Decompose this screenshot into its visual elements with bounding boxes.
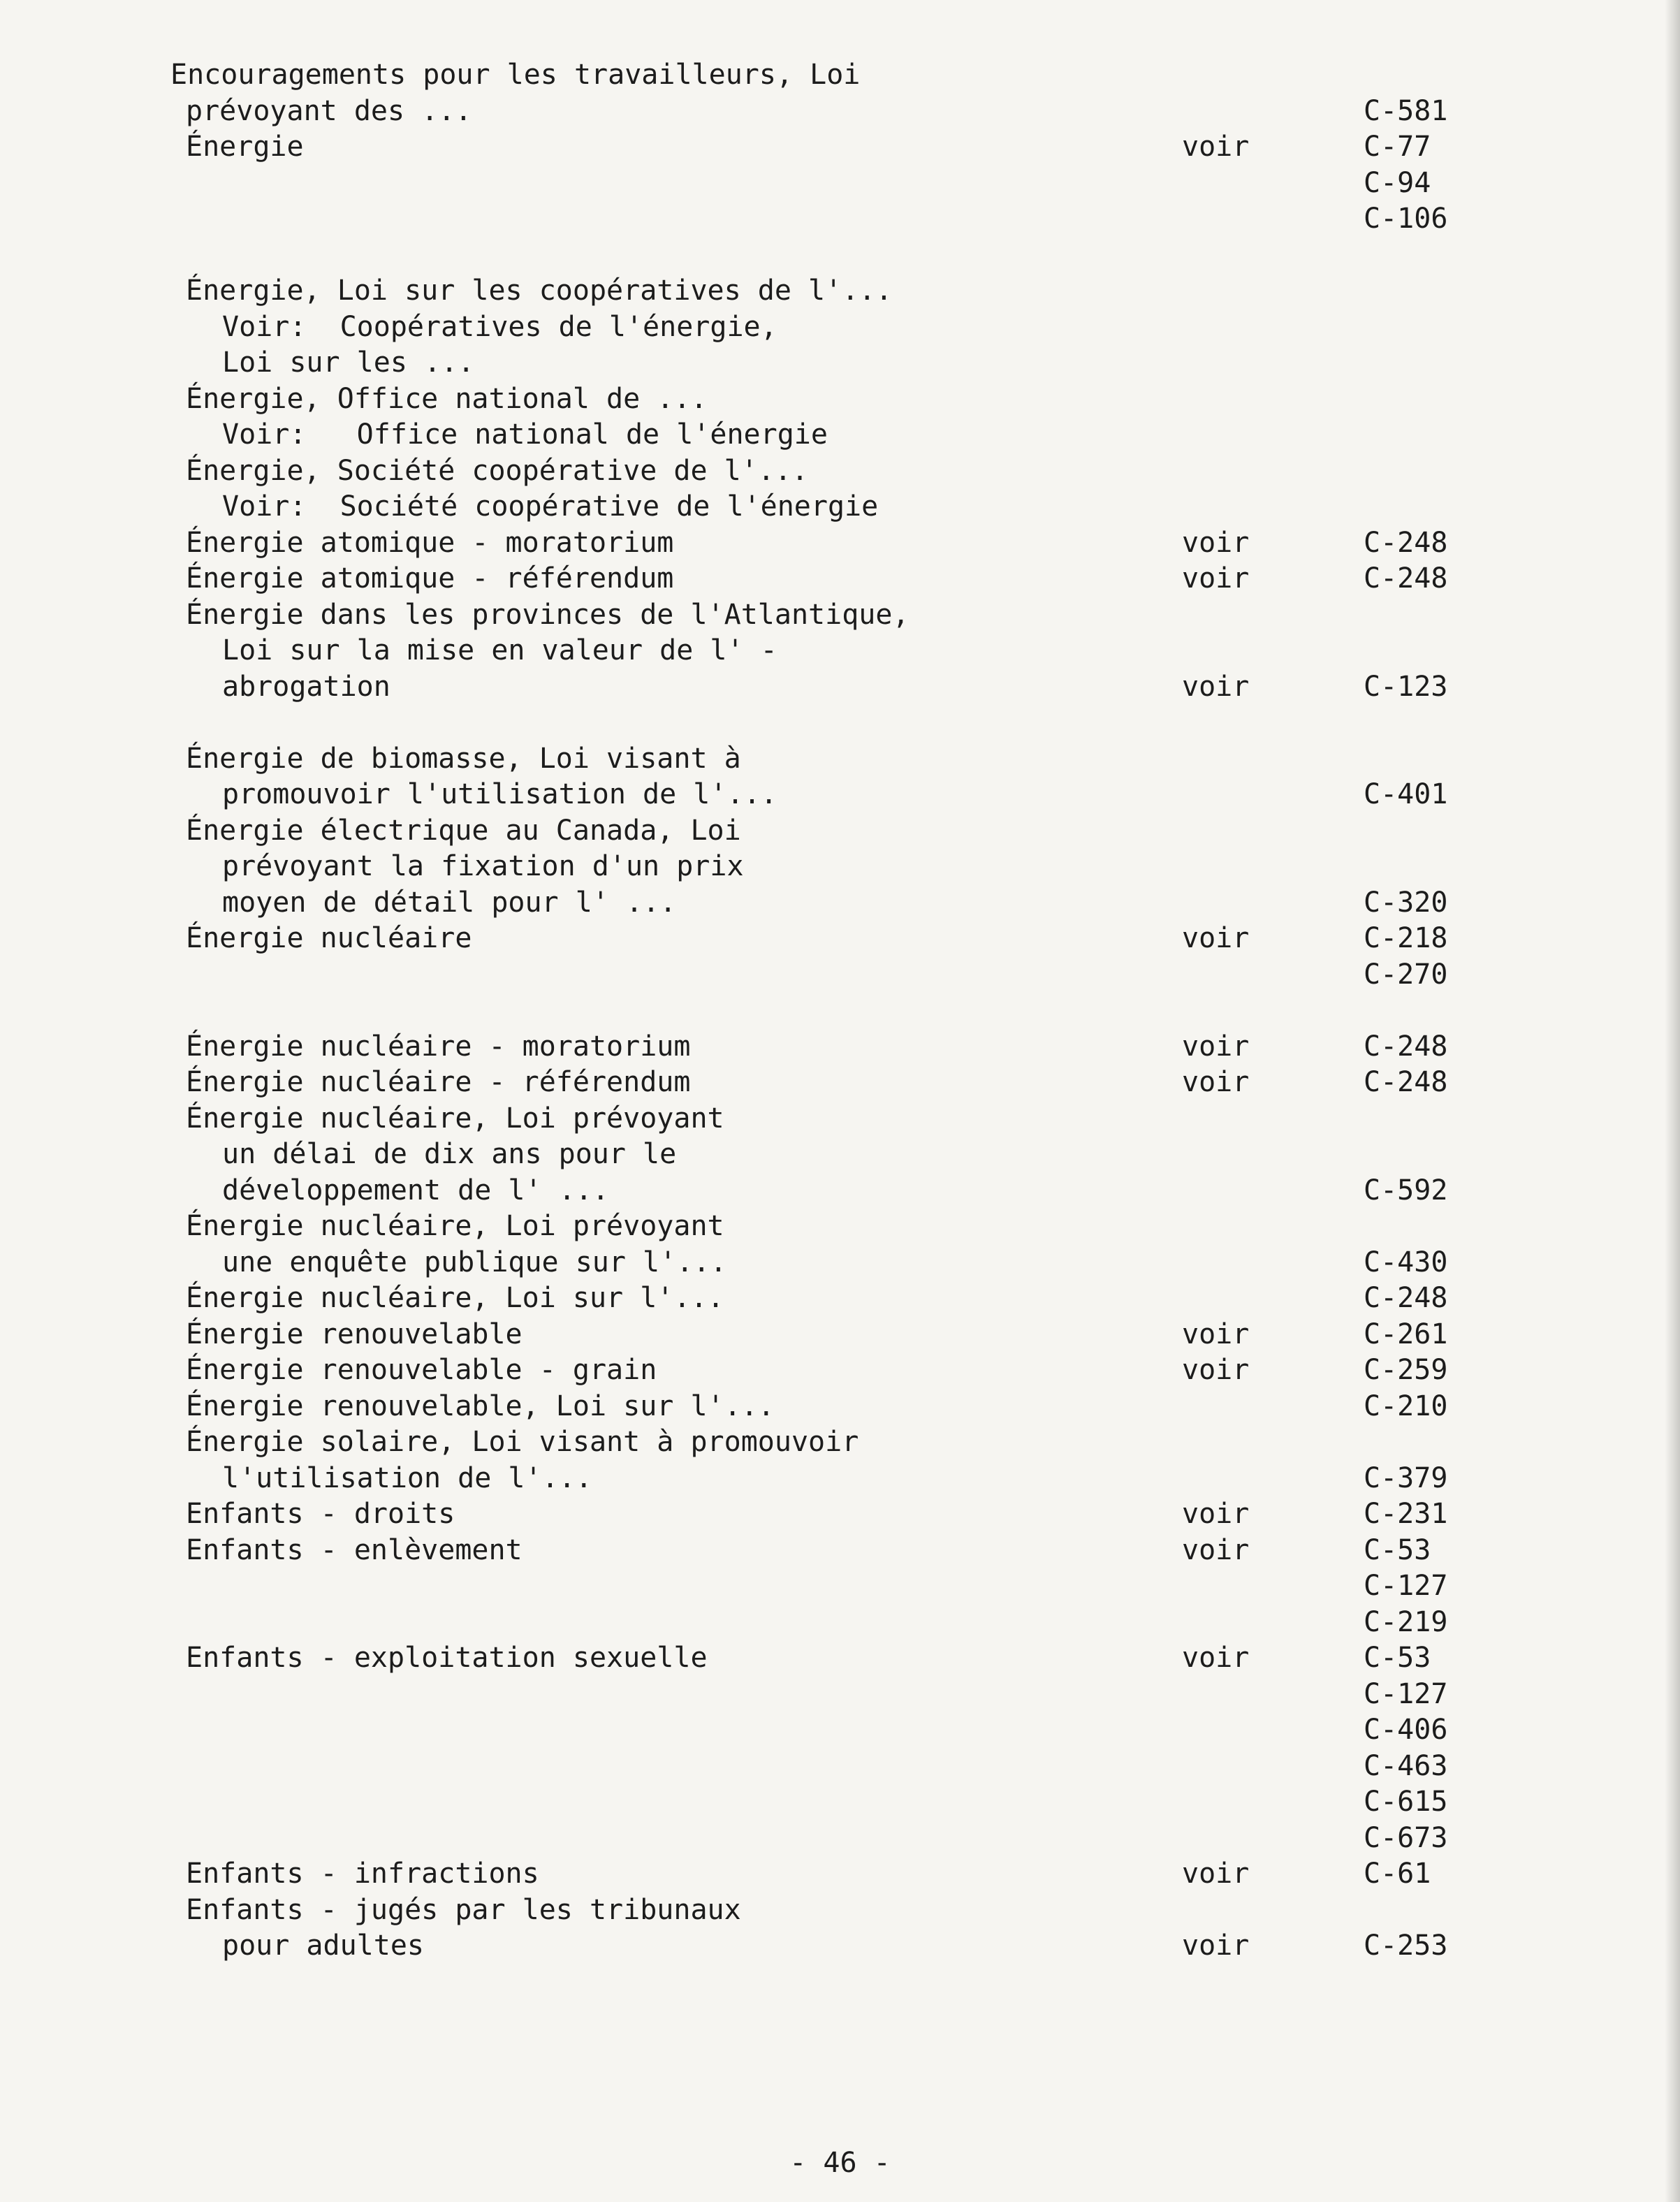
entry-term-continuation: un délai de dix ans pour le [222, 1138, 677, 1170]
entry-line [0, 1101, 1680, 1137]
entry-term-continuation: une enquête publique sur l'... [222, 1246, 727, 1278]
entry-line [0, 57, 1680, 94]
entry-term: Énergie électrique au Canada, Loi [186, 814, 741, 847]
entry-term: Énergie nucléaire, Loi prévoyant [186, 1102, 724, 1135]
entry-line [0, 741, 1680, 778]
entry-term: Enfants - droits [186, 1498, 455, 1530]
entry-term: Enfants - exploitation sexuelle [186, 1642, 708, 1674]
index-entry [0, 1352, 1680, 1389]
bill-reference: C-270 [1364, 958, 1448, 991]
entry-line [0, 1065, 1680, 1101]
bill-reference: C-253 [1364, 1930, 1448, 1962]
voir-label: voir [1182, 1066, 1250, 1098]
entry-term: Énergie, Loi sur les coopératives de l'... [186, 275, 893, 307]
entry-line [0, 669, 1680, 706]
entry-line [0, 957, 1680, 993]
index-entry [0, 597, 1680, 706]
voir-label: voir [1182, 1498, 1250, 1530]
index-entry [0, 561, 1680, 597]
entry-term: Enfants - enlèvement [186, 1533, 523, 1566]
entry-term: Énergie renouvelable [186, 1318, 523, 1350]
index-entry [0, 1029, 1680, 1065]
entry-line [0, 1568, 1680, 1605]
bill-reference: C-248 [1364, 1282, 1448, 1314]
bill-reference: C-53 [1364, 1642, 1431, 1674]
entry-line [0, 1821, 1680, 1857]
voir-label: voir [1182, 1354, 1250, 1386]
entry-line [0, 273, 1680, 309]
entry-term: Énergie nucléaire, Loi prévoyant [186, 1210, 724, 1242]
bill-reference: C-127 [1364, 1570, 1448, 1602]
entry-line [0, 1712, 1680, 1749]
index-entry [0, 1317, 1680, 1353]
voir-label: voir [1182, 526, 1250, 559]
entry-line [0, 1389, 1680, 1425]
entry-term-continuation: Loi sur la mise en valeur de l' - [222, 634, 777, 666]
entry-term-continuation: l'utilisation de l'... [222, 1461, 592, 1494]
entry-line [0, 1533, 1680, 1569]
entry-line [0, 777, 1680, 813]
index-entry [0, 1856, 1680, 1893]
entry-gap [0, 993, 1680, 1029]
index-entry [0, 129, 1680, 238]
bill-reference: C-248 [1364, 526, 1448, 559]
bill-reference: C-581 [1364, 94, 1448, 127]
entry-line [0, 1209, 1680, 1245]
bill-reference: C-430 [1364, 1246, 1448, 1278]
voir-label: voir [1182, 670, 1250, 703]
entry-line [0, 345, 1680, 381]
entry-term: Énergie renouvelable - grain [186, 1354, 657, 1386]
bill-reference: C-248 [1364, 1030, 1448, 1063]
entry-term-continuation: Loi sur les ... [222, 347, 475, 379]
entry-term: Énergie renouvelable, Loi sur l'... [186, 1390, 775, 1422]
entry-line [0, 1605, 1680, 1641]
bill-reference: C-231 [1364, 1498, 1448, 1530]
entry-line [0, 417, 1680, 453]
bill-reference: C-219 [1364, 1605, 1448, 1638]
entry-line [0, 1281, 1680, 1317]
entry-line [0, 1029, 1680, 1065]
bill-reference: C-94 [1364, 166, 1431, 199]
entry-line [0, 1352, 1680, 1389]
entry-line [0, 1245, 1680, 1281]
bill-reference: C-261 [1364, 1318, 1448, 1350]
entry-term: Énergie atomique - moratorium [186, 526, 674, 559]
entry-line [0, 1856, 1680, 1893]
entry-term: Énergie nucléaire [186, 922, 472, 954]
entry-term: Énergie nucléaire - moratorium [186, 1030, 691, 1063]
entry-term: Énergie atomique - référendum [186, 562, 674, 595]
index-entry [0, 813, 1680, 921]
voir-label: voir [1182, 1533, 1250, 1566]
index-list [0, 57, 1680, 1964]
entry-gap [0, 238, 1680, 274]
entry-line [0, 166, 1680, 202]
index-entry [0, 1065, 1680, 1101]
index-entry [0, 921, 1680, 993]
index-entry [0, 1640, 1680, 1856]
voir-label: voir [1182, 1318, 1250, 1350]
entry-line [0, 489, 1680, 525]
bill-reference: C-77 [1364, 131, 1431, 163]
entry-line [0, 381, 1680, 418]
voir-label: voir [1182, 562, 1250, 595]
entry-term: Énergie [186, 131, 304, 163]
entry-term: Enfants - jugés par les tribunaux [186, 1893, 741, 1926]
voir-label: voir [1182, 1930, 1250, 1962]
entry-line [0, 1137, 1680, 1173]
entry-line [0, 1749, 1680, 1785]
voir-label: voir [1182, 131, 1250, 163]
entry-term-continuation: Voir: Office national de l'énergie [222, 418, 828, 451]
entry-term: Énergie, Société coopérative de l'... [186, 454, 809, 487]
entry-line [0, 1173, 1680, 1209]
entry-line [0, 1640, 1680, 1677]
entry-term-continuation: développement de l' ... [222, 1174, 609, 1206]
index-entry [0, 741, 1680, 813]
index-entry [0, 1281, 1680, 1317]
voir-label: voir [1182, 1642, 1250, 1674]
entry-line [0, 633, 1680, 669]
bill-reference: C-248 [1364, 562, 1448, 595]
bill-reference: C-379 [1364, 1461, 1448, 1494]
bill-reference: C-673 [1364, 1821, 1448, 1854]
entry-line [0, 885, 1680, 921]
bill-reference: C-320 [1364, 886, 1448, 919]
entry-term-continuation: promouvoir l'utilisation de l'... [222, 778, 777, 810]
bill-reference: C-218 [1364, 922, 1448, 954]
bill-reference: C-406 [1364, 1714, 1448, 1746]
entry-term-continuation: abrogation [222, 670, 390, 703]
entry-line [0, 309, 1680, 346]
bill-reference: C-106 [1364, 203, 1448, 235]
bill-reference: C-259 [1364, 1354, 1448, 1386]
entry-term: Énergie de biomasse, Loi visant à [186, 742, 741, 775]
bill-reference: C-463 [1364, 1749, 1448, 1782]
index-entry [0, 1893, 1680, 1964]
entry-term: Encouragements pour les travailleurs, Loi [170, 59, 861, 91]
entry-line [0, 849, 1680, 885]
index-entry [0, 1533, 1680, 1641]
bill-reference: C-592 [1364, 1174, 1448, 1206]
entry-line [0, 1893, 1680, 1929]
bill-reference: C-127 [1364, 1677, 1448, 1710]
entry-line [0, 129, 1680, 166]
bill-reference: C-210 [1364, 1390, 1448, 1422]
entry-term-continuation: pour adultes [222, 1930, 424, 1962]
voir-label: voir [1182, 922, 1250, 954]
entry-term: Énergie solaire, Loi visant à promouvoir [186, 1426, 859, 1458]
bill-reference: C-248 [1364, 1066, 1448, 1098]
entry-line [0, 525, 1680, 562]
index-entry [0, 1209, 1680, 1281]
voir-label: voir [1182, 1858, 1250, 1890]
entry-term-continuation: Voir: Société coopérative de l'énergie [222, 490, 879, 523]
index-entry [0, 273, 1680, 381]
entry-term-continuation: Voir: Coopératives de l'énergie, [222, 310, 777, 343]
entry-term: Énergie, Office national de ... [186, 382, 708, 415]
bill-reference: C-53 [1364, 1533, 1431, 1566]
entry-line [0, 94, 1680, 130]
entry-term: Énergie nucléaire - référendum [186, 1066, 691, 1098]
index-entry [0, 1389, 1680, 1425]
voir-label: voir [1182, 1030, 1250, 1063]
entry-line [0, 561, 1680, 597]
index-entry [0, 453, 1680, 525]
bill-reference: C-615 [1364, 1786, 1448, 1818]
entry-line [0, 1461, 1680, 1497]
entry-line [0, 1496, 1680, 1533]
bill-reference: C-61 [1364, 1858, 1431, 1890]
index-entry [0, 57, 1680, 129]
entry-line [0, 921, 1680, 957]
index-entry [0, 381, 1680, 453]
page-number: - 46 - [789, 2147, 891, 2179]
entry-gap [0, 705, 1680, 741]
index-entry [0, 525, 1680, 562]
index-entry [0, 1496, 1680, 1533]
entry-term-continuation: prévoyant des ... [186, 94, 472, 127]
entry-line [0, 597, 1680, 634]
entry-line [0, 1784, 1680, 1821]
bill-reference: C-123 [1364, 670, 1448, 703]
entry-line [0, 1424, 1680, 1461]
entry-term-continuation: moyen de détail pour l' ... [222, 886, 677, 919]
entry-term: Énergie nucléaire, Loi sur l'... [186, 1282, 724, 1314]
entry-term-continuation: prévoyant la fixation d'un prix [222, 850, 744, 882]
index-entry [0, 1101, 1680, 1209]
entry-line [0, 813, 1680, 850]
bill-reference: C-401 [1364, 778, 1448, 810]
index-entry [0, 1424, 1680, 1496]
entry-line [0, 201, 1680, 238]
entry-line [0, 453, 1680, 490]
entry-line [0, 1677, 1680, 1713]
entry-line [0, 1928, 1680, 1964]
entry-line [0, 1317, 1680, 1353]
entry-term: Énergie dans les provinces de l'Atlantique, [186, 598, 910, 631]
entry-term: Enfants - infractions [186, 1858, 539, 1890]
